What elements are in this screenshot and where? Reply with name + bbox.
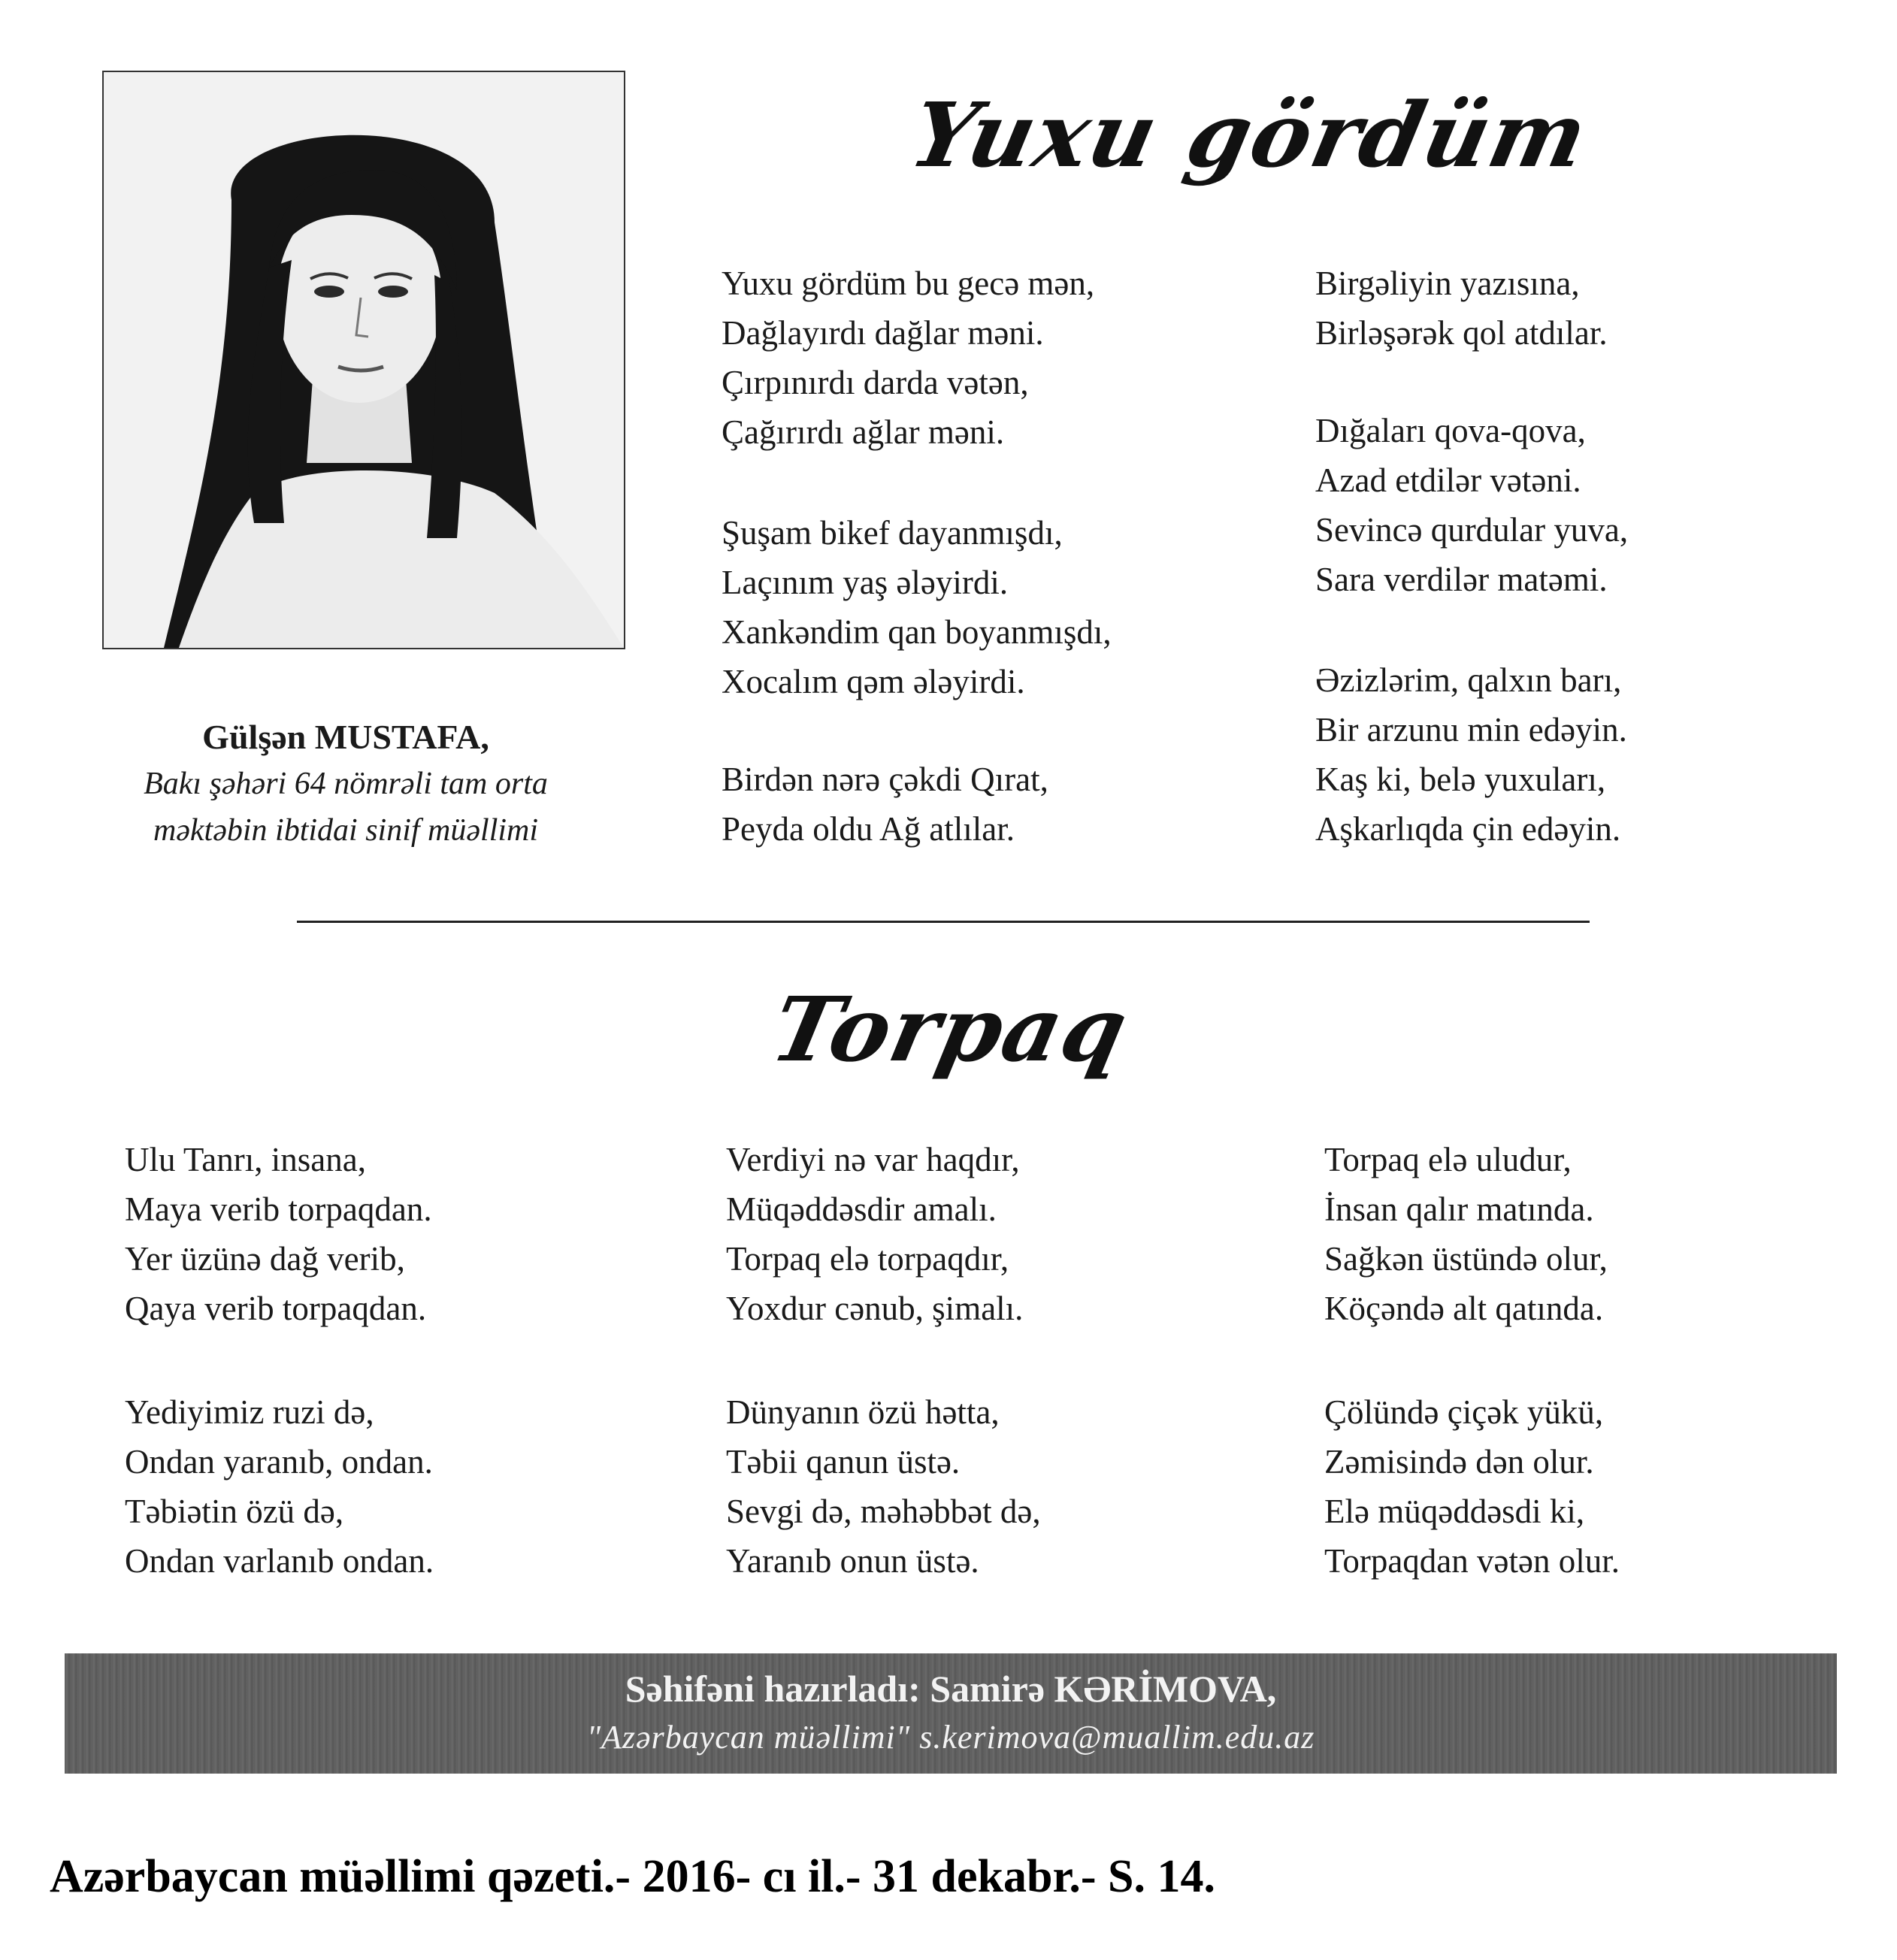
verse-line: Sevgi də, məhəbbət də, <box>726 1493 1041 1530</box>
credits-banner <box>65 1653 1837 1774</box>
verse-line: Təbii qanun üstə. <box>726 1443 961 1481</box>
verse-line: Birdən nərə çəkdi Qırat, <box>722 761 1048 798</box>
verse-line: Dığaları qova-qova, <box>1315 412 1586 449</box>
verse-line: Torpaqdan vətən olur. <box>1324 1542 1620 1580</box>
poem-1-stanza-4 <box>1315 259 1608 358</box>
verse-line: Müqəddəsdir amalı. <box>726 1190 997 1228</box>
verse-line: Sağkən üstündə olur, <box>1324 1240 1608 1278</box>
verse-line: Laçınım yaş ələyirdi. <box>722 564 1009 601</box>
verse-line: Bir arzunu min edəyin. <box>1315 711 1627 749</box>
verse-line: Şuşam bikef dayanmışdı, <box>722 514 1063 552</box>
verse-line: Birgəliyin yazısına, <box>1315 265 1580 302</box>
verse-line: Verdiyi nə var haqdır, <box>726 1141 1020 1178</box>
author-role-line-2: məktəbin ibtidai sinif müəllimi <box>153 813 539 848</box>
author-role-line-1: Bakı şəhəri 64 nömrəli tam orta <box>144 767 548 801</box>
verse-line: Kaş ki, belə yuxuları, <box>1315 761 1606 798</box>
verse-line: Xankəndim qan boyanmışdı, <box>722 613 1112 651</box>
poem-1-stanza-1 <box>722 259 1094 457</box>
verse-line: Maya verib torpaqdan. <box>125 1190 432 1228</box>
poem-1-stanza-5 <box>1315 406 1628 604</box>
verse-line: Çağırırdı ağlar məni. <box>722 413 1005 451</box>
verse-line: Xocalım qəm ələyirdi. <box>722 663 1025 700</box>
verse-line: İnsan qalır matında. <box>1324 1190 1594 1228</box>
verse-line: Yoxdur cənub, şimalı. <box>726 1290 1024 1327</box>
verse-line: Birləşərək qol atdılar. <box>1315 314 1608 352</box>
verse-line: Aşkarlıqda çin edəyin. <box>1315 810 1621 848</box>
verse-line: Yer üzünə dağ verib, <box>125 1240 405 1278</box>
verse-line: Sevincə qurdular yuva, <box>1315 511 1629 549</box>
poem-1-stanza-6 <box>1315 655 1627 854</box>
verse-line: Torpaq elə torpaqdır, <box>726 1240 1009 1278</box>
verse-line: Yaranıb onun üstə. <box>726 1542 979 1580</box>
verse-line: Əzizlərim, qalxın barı, <box>1315 661 1622 699</box>
verse-line: Çırpınırdı darda vətən, <box>722 364 1029 401</box>
separator-line <box>297 921 1590 923</box>
verse-line: Yuxu gördüm bu gecə mən, <box>722 265 1095 302</box>
verse-line: Azad etdilər vətəni. <box>1315 461 1581 499</box>
verse-line: Sara verdilər matəmi. <box>1315 561 1608 598</box>
poem-2-stanza-5 <box>1324 1135 1608 1333</box>
poem-1-stanza-2 <box>722 508 1112 706</box>
poem-2-stanza-3 <box>726 1135 1023 1333</box>
poem-1-title: Yuxu gördüm <box>902 83 1598 187</box>
verse-line: Çölündə çiçək yükü, <box>1324 1393 1604 1431</box>
verse-line: Qaya verib torpaqdan. <box>125 1290 427 1327</box>
poem-2-stanza-1 <box>125 1135 432 1333</box>
verse-line: Təbiətin özü də, <box>125 1493 344 1530</box>
verse-line: Elə müqəddəsdi ki, <box>1324 1493 1585 1530</box>
verse-line: Dünyanın özü hətta, <box>726 1393 1000 1431</box>
source-citation: Azərbaycan müəllimi qəzeti.- 2016- cı il.- 31 dekabr.- S. 14. <box>50 1851 1215 1902</box>
author-name: Gülşən MUSTAFA, <box>202 718 489 756</box>
author-caption <box>90 714 601 854</box>
newspaper-email: "Azərbaycan müəllimi" s.kerimova@muallim.edu.az <box>586 1719 1315 1756</box>
poem-2-stanza-6 <box>1324 1387 1620 1586</box>
verse-line: Torpaq elə uludur, <box>1324 1141 1572 1178</box>
verse-line: Ondan yaranıb, ondan. <box>125 1443 433 1481</box>
verse-line: Peyda oldu Ağ atlılar. <box>722 810 1015 848</box>
poem-2-title: Torpaq <box>763 977 1138 1081</box>
verse-line: Yediyimiz ruzi də, <box>125 1393 374 1431</box>
poem-2-stanza-4 <box>726 1387 1041 1586</box>
verse-line: Ondan varlanıb ondan. <box>125 1542 434 1580</box>
verse-line: Zəmisində dən olur. <box>1324 1443 1594 1481</box>
verse-line: Dağlayırdı dağlar məni. <box>722 314 1044 352</box>
poem-2-stanza-2 <box>125 1387 434 1586</box>
verse-line: Köçəndə alt qatında. <box>1324 1290 1604 1327</box>
verse-line: Ulu Tanrı, insana, <box>125 1141 366 1178</box>
poem-1-stanza-3 <box>722 755 1048 854</box>
author-photo <box>102 71 625 649</box>
prepared-by: Səhifəni hazırladı: Samirə KƏRİMOVA, <box>625 1668 1277 1710</box>
